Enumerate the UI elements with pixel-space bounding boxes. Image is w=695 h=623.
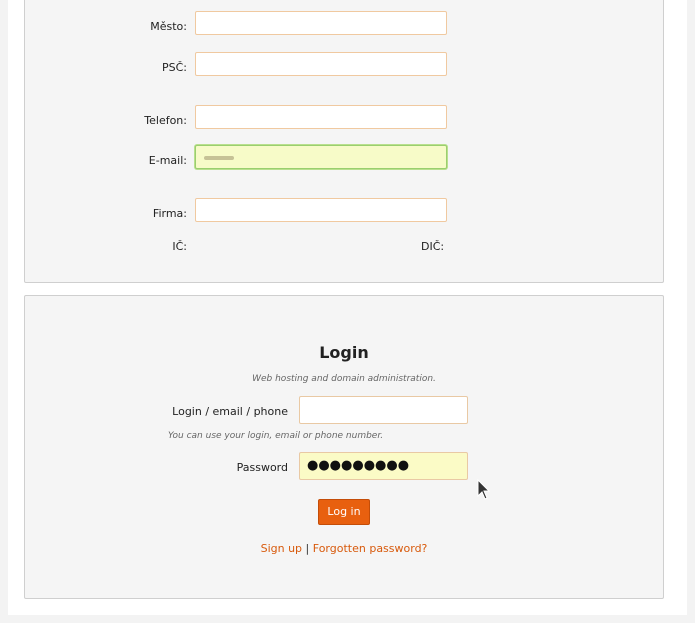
email-input[interactable] <box>195 145 447 169</box>
city-label: Město: <box>150 20 187 33</box>
address-panel <box>24 0 664 283</box>
phone-input[interactable] <box>195 105 447 129</box>
company-input[interactable] <box>195 198 447 222</box>
city-input[interactable] <box>195 11 447 35</box>
login-title: Login <box>319 343 369 362</box>
login-panel <box>24 295 664 599</box>
login-subtitle: Web hosting and domain administration. <box>252 374 436 384</box>
mouse-cursor-icon <box>477 479 491 501</box>
login-field-label: Login / email / phone <box>172 405 288 418</box>
zip-input[interactable] <box>195 52 447 76</box>
login-hint: You can use your login, email or phone number. <box>168 431 384 441</box>
login-input[interactable] <box>299 396 468 424</box>
links-separator: | <box>305 542 310 555</box>
forgot-password-link[interactable]: Forgotten password? <box>312 542 428 555</box>
email-redacted-value <box>204 156 234 160</box>
password-label: Password <box>236 461 288 474</box>
email-label: E-mail: <box>148 154 187 167</box>
signup-link[interactable]: Sign up <box>260 542 303 555</box>
login-links <box>25 542 663 555</box>
zip-label: PSČ: <box>161 61 187 74</box>
phone-label: Telefon: <box>144 114 187 127</box>
company-label: Firma: <box>152 207 187 220</box>
dic-label: DIČ: <box>421 240 445 253</box>
page-container <box>8 0 687 615</box>
password-input[interactable] <box>299 452 468 480</box>
password-masked-value: ●●●●●●●●● <box>307 458 410 473</box>
ico-label: IČ: <box>172 240 187 253</box>
login-button[interactable]: Log in <box>318 499 370 525</box>
